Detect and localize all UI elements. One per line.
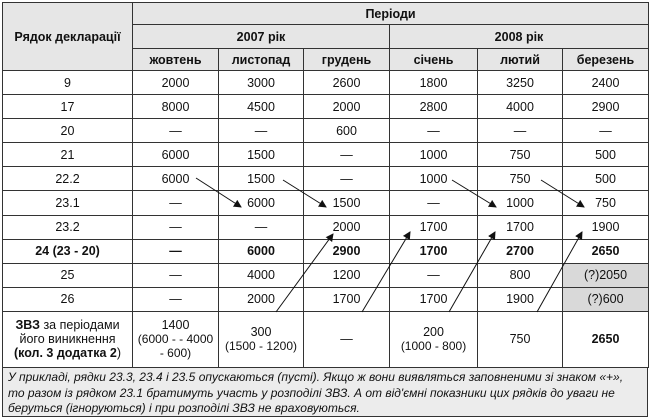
cell: 500 bbox=[563, 167, 649, 191]
cell: 1700 bbox=[304, 287, 390, 311]
cell: 800 bbox=[478, 263, 563, 287]
table-row bbox=[3, 263, 649, 287]
table-row bbox=[3, 143, 649, 167]
cell: 2900 bbox=[563, 95, 649, 119]
cell: 4500 bbox=[219, 95, 304, 119]
zvz-jan-calc: (1000 - 800) bbox=[400, 339, 467, 354]
cell: 1000 bbox=[478, 191, 563, 215]
cell: — bbox=[133, 215, 219, 239]
zvz-label bbox=[3, 311, 133, 367]
row-label: 9 bbox=[3, 71, 133, 95]
cell: 2400 bbox=[563, 71, 649, 95]
zvz-nov bbox=[219, 311, 304, 367]
zvz-jan-main: 200 bbox=[423, 325, 444, 340]
cell: 8000 bbox=[133, 95, 219, 119]
cell: — bbox=[304, 143, 390, 167]
table-row-total bbox=[3, 239, 649, 263]
table-row bbox=[3, 167, 649, 191]
cell: 1700 bbox=[390, 215, 478, 239]
cell: 750 bbox=[563, 191, 649, 215]
month-header: січень bbox=[390, 49, 478, 71]
cell: 4000 bbox=[219, 263, 304, 287]
cell: 2000 bbox=[304, 95, 390, 119]
shaded-cell: (?)2050 bbox=[563, 263, 649, 287]
cell: 6000 bbox=[219, 191, 304, 215]
cell: — bbox=[133, 191, 219, 215]
month-header: жовтень bbox=[133, 49, 219, 71]
row-label-header: Рядок декларації bbox=[3, 3, 133, 71]
row-label: 26 bbox=[3, 287, 133, 311]
cell: 1700 bbox=[478, 215, 563, 239]
cell: 1500 bbox=[219, 143, 304, 167]
periods-header: Періоди bbox=[133, 3, 649, 25]
cell: 3250 bbox=[478, 71, 563, 95]
row-label: 25 bbox=[3, 263, 133, 287]
cell: — bbox=[304, 167, 390, 191]
cell: 1700 bbox=[390, 239, 478, 263]
cell: 1500 bbox=[219, 167, 304, 191]
cell: — bbox=[390, 119, 478, 143]
month-header: лютий bbox=[478, 49, 563, 71]
cell: 2000 bbox=[133, 71, 219, 95]
cell: — bbox=[390, 191, 478, 215]
table-row bbox=[3, 191, 649, 215]
cell: 1800 bbox=[390, 71, 478, 95]
cell: 2600 bbox=[304, 71, 390, 95]
row-label: 17 bbox=[3, 95, 133, 119]
month-header: листопад bbox=[219, 49, 304, 71]
table-row bbox=[3, 215, 649, 239]
declaration-table bbox=[2, 2, 649, 368]
cell: 1900 bbox=[563, 215, 649, 239]
cell: 3000 bbox=[219, 71, 304, 95]
zvz-label-col: (кол. 3 додатка 2 bbox=[13, 346, 117, 361]
zvz-label-close: ) bbox=[116, 346, 122, 361]
cell: 6000 bbox=[219, 239, 304, 263]
zvz-dec: — bbox=[304, 311, 390, 367]
month-header: березень bbox=[563, 49, 649, 71]
zvz-oct-calc: (6000 - - 4000 - 600) bbox=[137, 332, 214, 361]
row-label: 20 bbox=[3, 119, 133, 143]
year-2007-header: 2007 рік bbox=[133, 25, 390, 49]
zvz-nov-main: 300 bbox=[250, 325, 272, 340]
footnote-text: У прикладі, рядки 23.3, 23.4 і 23.5 опускаються (пусті). Якщо ж вони виявляться заповненими зі знаком «+», то разом із рядком 23.1 братимуть участь у розподілі ЗВЗ. А от від'ємні показники цих рядків до уваги не беруться (ігноруються) і при розподілі ЗВЗ не враховуються. bbox=[8, 370, 624, 415]
year-2008-header: 2008 рік bbox=[390, 25, 649, 49]
cell: — bbox=[478, 119, 563, 143]
cell: — bbox=[219, 215, 304, 239]
table-row bbox=[3, 71, 649, 95]
cell: 1000 bbox=[390, 143, 478, 167]
zvz-mar: 2650 bbox=[563, 311, 649, 367]
cell: 4000 bbox=[478, 95, 563, 119]
table-row bbox=[3, 95, 649, 119]
cell: 1700 bbox=[390, 287, 478, 311]
cell: — bbox=[563, 119, 649, 143]
zvz-oct-main: 1400 bbox=[161, 318, 190, 333]
cell: 2900 bbox=[304, 239, 390, 263]
cell: 6000 bbox=[133, 167, 219, 191]
cell: 1200 bbox=[304, 263, 390, 287]
cell: 500 bbox=[563, 143, 649, 167]
zvz-oct bbox=[133, 311, 219, 367]
zvz-row bbox=[3, 311, 649, 367]
zvz-nov-calc: (1500 - 1200) bbox=[224, 339, 298, 354]
row-label: 24 (23 - 20) bbox=[3, 239, 133, 263]
cell: — bbox=[133, 119, 219, 143]
cell: 750 bbox=[478, 167, 563, 191]
cell: — bbox=[133, 287, 219, 311]
table-row bbox=[3, 119, 649, 143]
zvz-jan bbox=[390, 311, 478, 367]
cell: — bbox=[390, 263, 478, 287]
cell: 1900 bbox=[478, 287, 563, 311]
zvz-label-bold: ЗВЗ bbox=[15, 318, 40, 333]
cell: 750 bbox=[478, 143, 563, 167]
table-row bbox=[3, 287, 649, 311]
cell: 2800 bbox=[390, 95, 478, 119]
zvz-feb: 750 bbox=[478, 311, 563, 367]
cell: 2650 bbox=[563, 239, 649, 263]
cell: 600 bbox=[304, 119, 390, 143]
month-header: грудень bbox=[304, 49, 390, 71]
row-label: 22.2 bbox=[3, 167, 133, 191]
row-label: 21 bbox=[3, 143, 133, 167]
cell: 2000 bbox=[219, 287, 304, 311]
cell: — bbox=[219, 119, 304, 143]
cell: — bbox=[133, 239, 219, 263]
cell: 1500 bbox=[304, 191, 390, 215]
cell: 2000 bbox=[304, 215, 390, 239]
row-label: 23.1 bbox=[3, 191, 133, 215]
cell: 1000 bbox=[390, 167, 478, 191]
cell: — bbox=[133, 263, 219, 287]
cell: 6000 bbox=[133, 143, 219, 167]
footnote bbox=[2, 367, 648, 417]
shaded-cell: (?)600 bbox=[563, 287, 649, 311]
zvz-label-text: за періодами його виникнення bbox=[19, 318, 120, 347]
cell: 2700 bbox=[478, 239, 563, 263]
row-label: 23.2 bbox=[3, 215, 133, 239]
